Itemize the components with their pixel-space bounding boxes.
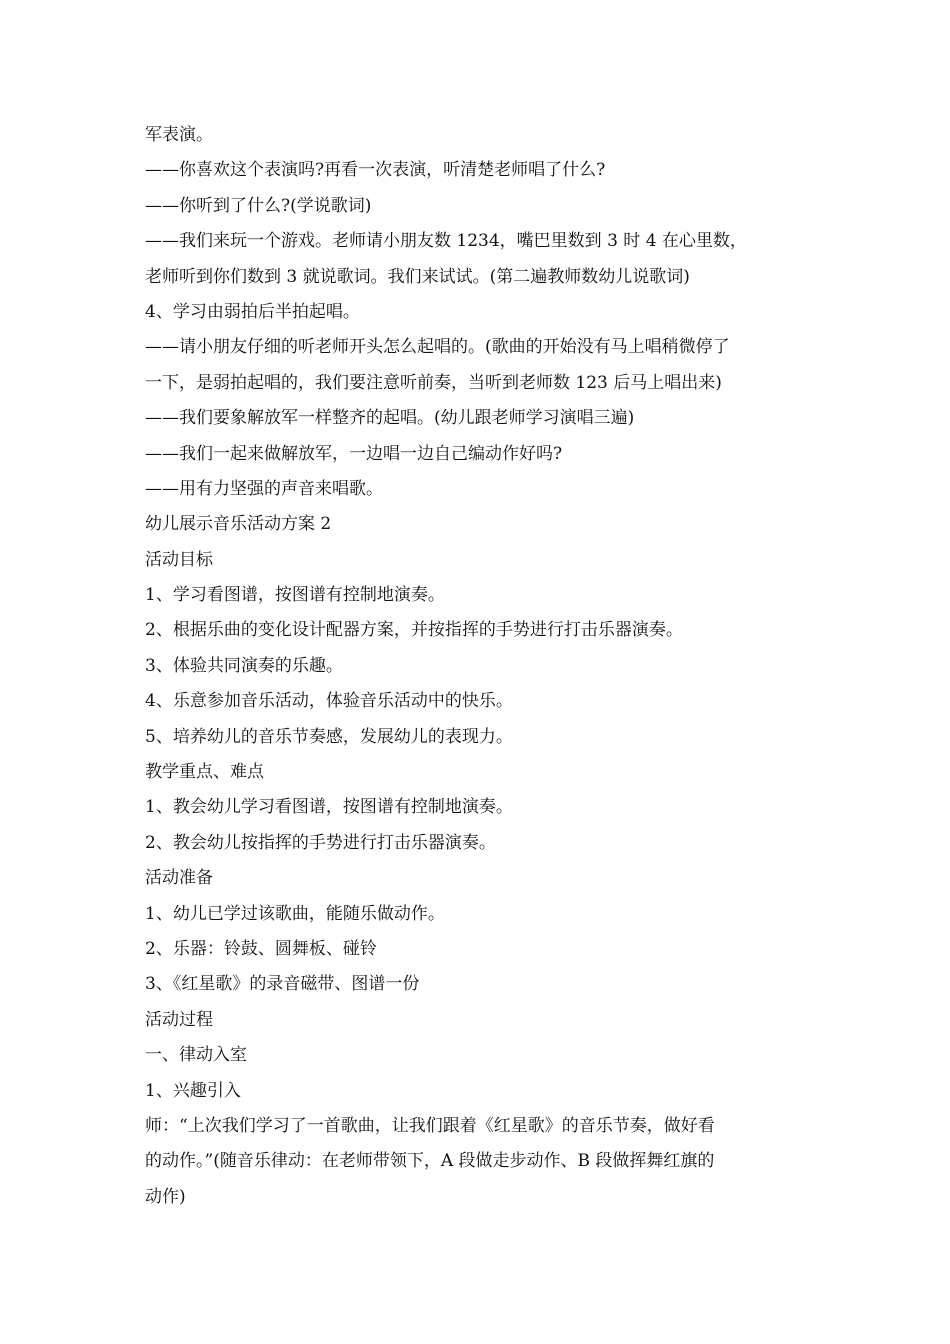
section-title: 幼儿展示音乐活动方案 2 [145,514,332,535]
text-line: 军表演。 [145,125,213,145]
document-body [145,118,810,1215]
list-item: 1、教会幼儿学习看图谱，按图谱有控制地演奏。 [145,797,513,818]
list-item: 5、培养幼儿的音乐节奏感，发展幼儿的表现力。 [145,726,513,747]
text-line: 师：“上次我们学习了一首歌曲，让我们跟着《红星歌》的音乐节奏，做好看 [145,1115,715,1136]
subsection-heading: 一、律动入室 [145,1045,247,1066]
text-line: ——请小朋友仔细的听老师开头怎么起唱的。(歌曲的开始没有马上唱稍微停了 [145,337,730,358]
section-heading: 活动准备 [145,868,213,889]
list-item: 3、体验共同演奏的乐趣。 [145,655,343,676]
text-line: 老师听到你们数到 3 就说歌词。我们来试试。(第二遍教师数幼儿说歌词) [145,266,690,287]
list-item: 2、根据乐曲的变化设计配器方案，并按指挥的手势进行打击乐器演奏。 [145,620,683,641]
list-item: 2、乐器：铃鼓、圆舞板、碰铃 [145,938,377,959]
list-item: 4、学习由弱拍后半拍起唱。 [145,301,360,322]
text-line: ——我们一起来做解放军，一边唱一边自己编动作好吗? [145,443,563,464]
text-line: 的动作。”(随音乐律动：在老师带领下，A 段做走步动作、B 段做挥舞红旗的 [145,1151,715,1172]
list-item: 1、兴趣引入 [145,1080,241,1101]
text-line: 动作) [145,1186,186,1207]
text-line: ——我们来玩一个游戏。老师请小朋友数 1234，嘴巴里数到 3 时 4 在心里数， [145,231,747,252]
section-heading: 活动过程 [145,1009,213,1030]
list-item: 3、《红星歌》的录音磁带、图谱一份 [145,974,420,995]
list-item: 1、学习看图谱，按图谱有控制地演奏。 [145,585,445,606]
text-line: ——我们要象解放军一样整齐的起唱。(幼儿跟老师学习演唱三遍) [145,408,635,429]
text-line: ——你喜欢这个表演吗?再看一次表演，听清楚老师唱了什么? [145,160,606,181]
list-item: 1、幼儿已学过该歌曲，能随乐做动作。 [145,903,445,924]
list-item: 2、教会幼儿按指挥的手势进行打击乐器演奏。 [145,832,496,853]
text-line: 一下，是弱拍起唱的，我们要注意听前奏，当听到老师数 123 后马上唱出来) [145,372,722,393]
text-line: ——你听到了什么?(学说歌词) [145,195,372,216]
list-item: 4、乐意参加音乐活动，体验音乐活动中的快乐。 [145,691,513,712]
section-heading: 活动目标 [145,549,213,570]
text-line: ——用有力坚强的声音来唱歌。 [145,478,383,499]
section-heading: 教学重点、难点 [145,762,264,783]
